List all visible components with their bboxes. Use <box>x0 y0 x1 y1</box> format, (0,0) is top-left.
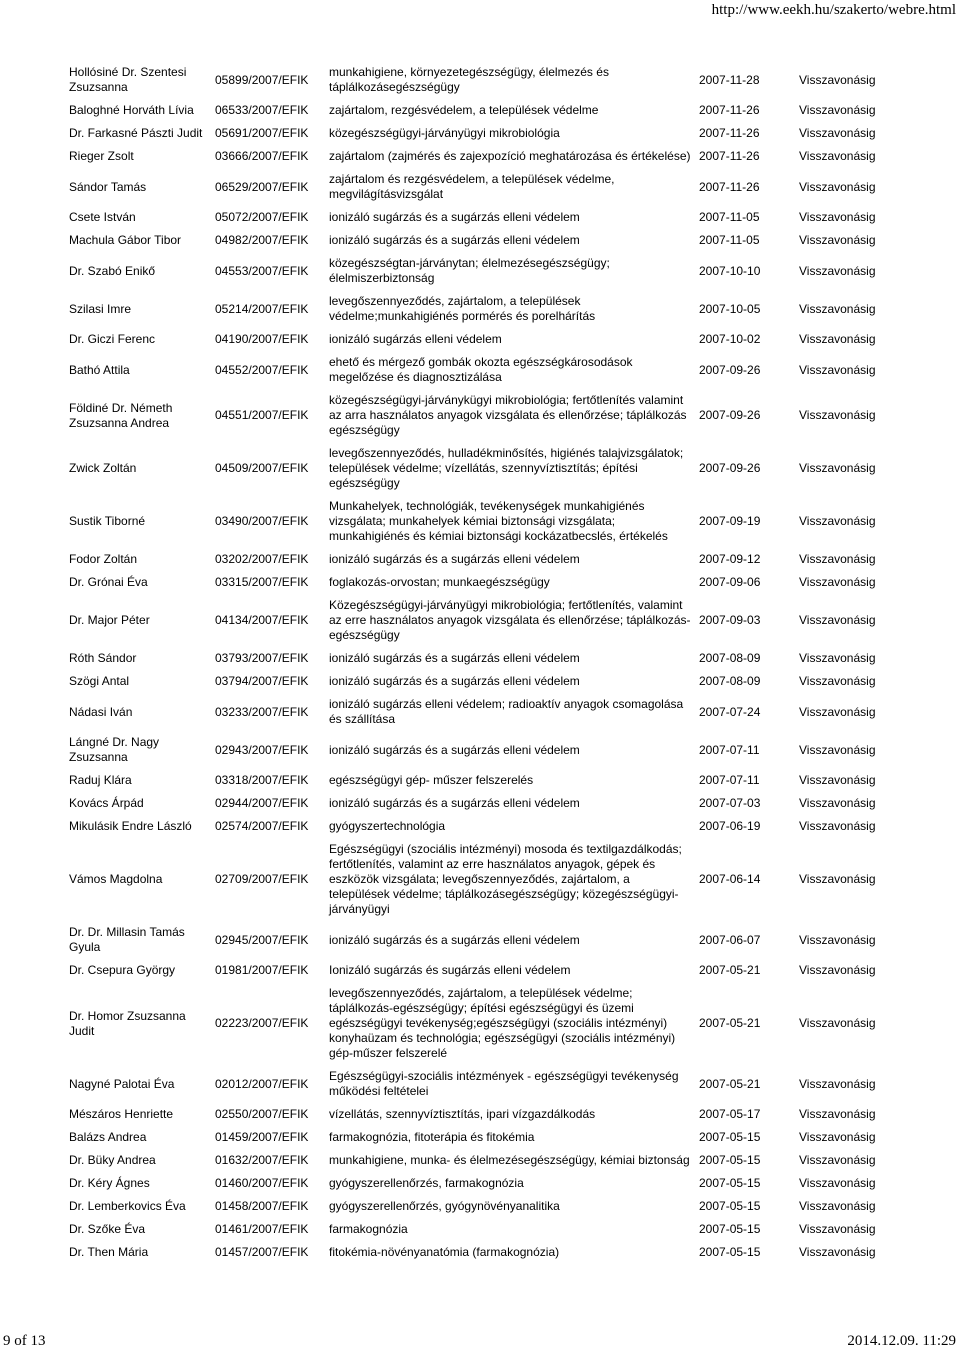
registration-number-cell: 04134/2007/EFIK <box>215 613 309 627</box>
registration-number-cell: 05691/2007/EFIK <box>215 126 309 140</box>
issue-date-cell: 2007-10-02 <box>699 332 761 346</box>
registration-number-cell: 04552/2007/EFIK <box>215 362 309 377</box>
specialty-area-cell: munkahigiene, munka- és élelmezésegészségügy, kémiai biztonság <box>329 1153 690 1167</box>
table-row <box>66 328 880 351</box>
expert-name-cell: Fodor Zoltán <box>69 552 138 566</box>
issue-date-cell: 2007-09-26 <box>699 408 761 422</box>
validity-cell: Visszavonásig <box>799 575 876 589</box>
expert-name-cell: Dr. Giczi Ferenc <box>69 332 156 346</box>
expert-name-cell: Dr. Homor Zsuzsanna Judit <box>69 1008 186 1038</box>
specialty-area-cell: levegőszennyeződés, zajártalom, a települések védelme; táplálkozás-egészségügy; építési egészségügyi és üzemi egészségügyi tevékenység;egészségügyi (szociális intézményi) konyhaüzam és technológia; egészségügyi (szociális intézményi) gép-műszer felszerelé <box>329 986 676 1060</box>
expert-name-cell: Dr. Lemberkovics Éva <box>69 1199 186 1213</box>
expert-name-cell: Dr. Major Péter <box>69 613 150 627</box>
specialty-area-cell: farmakognózia <box>329 1222 408 1236</box>
issue-date-cell: 2007-06-07 <box>699 932 761 947</box>
validity-cell: Visszavonásig <box>799 514 876 528</box>
expert-name-cell: Rieger Zsolt <box>69 149 134 163</box>
table-row <box>66 731 880 769</box>
specialty-area-cell: Egészségügyi (szociális intézményi) mosoda és textilgazdálkodás; fertőtlenítés, valamint az erre használatos anyagok, gépek és eszközök vizsgálata; levegőszennyeződés, zajártalom, a települések védelme; táplálkozásegészségügy; közegészségügyi-járványügyi <box>329 842 682 916</box>
specialty-area-cell: ionizáló sugárzás és a sugárzás elleni védelem <box>329 796 580 810</box>
registration-number-cell: 06533/2007/EFIK <box>215 103 309 117</box>
issue-date-cell: 2007-08-09 <box>699 674 761 688</box>
issue-date-cell: 2007-07-03 <box>699 796 761 810</box>
issue-date-cell: 2007-05-21 <box>699 1016 761 1030</box>
issue-date-cell: 2007-11-26 <box>699 179 760 194</box>
issue-date-cell: 2007-05-15 <box>699 1153 761 1167</box>
issue-date-cell: 2007-06-14 <box>699 872 761 886</box>
specialty-area-cell: ionizáló sugárzás és a sugárzás elleni védelem <box>329 742 580 757</box>
validity-cell: Visszavonásig <box>799 1176 876 1190</box>
table-row <box>66 168 880 206</box>
specialty-area-cell: zajártalom és rezgésvédelem, a települések védelme, megvilágításvizsgálat <box>329 172 615 201</box>
registration-number-cell: 04551/2007/EFIK <box>215 408 309 422</box>
issue-date-cell: 2007-07-11 <box>699 742 760 757</box>
validity-cell: Visszavonásig <box>799 651 876 665</box>
table-row <box>66 571 880 594</box>
registration-number-cell: 01632/2007/EFIK <box>215 1153 309 1167</box>
validity-cell: Visszavonásig <box>799 1199 876 1213</box>
issue-date-cell: 2007-07-24 <box>699 704 761 719</box>
validity-cell: Visszavonásig <box>799 461 876 475</box>
validity-cell: Visszavonásig <box>799 674 876 688</box>
table-row <box>66 252 880 290</box>
issue-date-cell: 2007-11-26 <box>699 103 760 117</box>
specialty-area-cell: ionizáló sugárzás és a sugárzás elleni védelem <box>329 210 580 224</box>
expert-name-cell: Zwick Zoltán <box>69 461 137 475</box>
issue-date-cell: 2007-09-26 <box>699 461 761 475</box>
table-row <box>66 792 880 815</box>
expert-name-cell: Kovács Árpád <box>69 796 144 810</box>
issue-date-cell: 2007-11-26 <box>699 149 760 163</box>
validity-cell: Visszavonásig <box>799 126 876 140</box>
registration-number-cell: 04190/2007/EFIK <box>215 332 309 346</box>
table-row <box>66 206 880 229</box>
registration-number-cell: 01461/2007/EFIK <box>215 1222 309 1236</box>
specialty-area-cell: ionizáló sugárzás elleni védelem <box>329 332 502 346</box>
expert-name-cell: Dr. Kéry Ágnes <box>69 1176 150 1190</box>
issue-date-cell: 2007-05-15 <box>699 1130 761 1144</box>
table-row <box>66 229 880 252</box>
registration-number-cell: 03315/2007/EFIK <box>215 575 309 589</box>
specialty-area-cell: vízellátás, szennyvíztisztítás, ipari vízgazdálkodás <box>329 1107 596 1121</box>
issue-date-cell: 2007-06-19 <box>699 819 761 833</box>
validity-cell: Visszavonásig <box>799 773 876 787</box>
specialty-area-cell: gyógyszerellenőrzés, farmakognózia <box>329 1176 524 1190</box>
issue-date-cell: 2007-11-05 <box>699 210 760 224</box>
registration-number-cell: 04553/2007/EFIK <box>215 263 309 278</box>
expert-name-cell: Dr. Szabó Enikő <box>69 263 156 278</box>
registration-number-cell: 03202/2007/EFIK <box>215 552 309 566</box>
expert-name-cell: Róth Sándor <box>69 651 137 665</box>
table-row <box>66 442 880 495</box>
expert-name-cell: Mészáros Henriette <box>69 1107 174 1121</box>
registration-number-cell: 01460/2007/EFIK <box>215 1176 309 1190</box>
registration-number-cell: 02223/2007/EFIK <box>215 1016 309 1030</box>
validity-cell: Visszavonásig <box>799 1076 876 1091</box>
registration-number-cell: 02945/2007/EFIK <box>215 932 309 947</box>
expert-name-cell: Dr. Grónai Éva <box>69 575 148 589</box>
validity-cell: Visszavonásig <box>799 301 876 316</box>
table-row <box>66 959 880 982</box>
issue-date-cell: 2007-05-15 <box>699 1199 761 1213</box>
specialty-area-cell: egészségügyi gép- műszer felszerelés <box>329 773 534 787</box>
validity-cell: Visszavonásig <box>799 613 876 627</box>
registration-number-cell: 02574/2007/EFIK <box>215 819 309 833</box>
table-row <box>66 670 880 693</box>
table-row <box>66 982 880 1065</box>
specialty-area-cell: ionizáló sugárzás és a sugárzás elleni védelem <box>329 674 580 688</box>
specialty-area-cell: Munkahelyek, technológiák, tevékenységek munkahigiénés vizsgálata; munkahelyek kémiai biztonsági vizsgálata; munkahigiénés és kémiai biztonsági kockázatbecslés, értékelés <box>329 499 668 543</box>
page-number: 9 of 13 <box>3 1333 46 1349</box>
registration-number-cell: 02550/2007/EFIK <box>215 1107 309 1121</box>
registration-number-cell: 03793/2007/EFIK <box>215 651 309 665</box>
validity-cell: Visszavonásig <box>799 819 876 833</box>
table-body <box>66 61 880 1264</box>
table-row <box>66 647 880 670</box>
specialty-area-cell: ehető és mérgező gombák okozta egészségkárosodások megelőzése és diagnosztizálása <box>329 355 633 384</box>
expert-name-cell: Nagyné Palotai Éva <box>69 1076 175 1091</box>
expert-name-cell: Lángné Dr. Nagy Zsuzsanna <box>69 735 160 764</box>
registration-number-cell: 01458/2007/EFIK <box>215 1199 309 1213</box>
registration-number-cell: 01981/2007/EFIK <box>215 963 309 977</box>
registration-number-cell: 02943/2007/EFIK <box>215 742 309 757</box>
expert-name-cell: Csete István <box>69 210 136 224</box>
registration-number-cell: 01459/2007/EFIK <box>215 1130 309 1144</box>
table-row <box>66 1195 880 1218</box>
specialty-area-cell: közegészségügyi-járványkügyi mikrobiológia; fertőtlenítés valamint az arra használatos anyagok vizsgálata és ellenőrzése; táplálkozás egészségügy <box>329 393 687 437</box>
table-row <box>66 389 880 442</box>
validity-cell: Visszavonásig <box>799 408 876 422</box>
table-row <box>66 351 880 389</box>
specialty-area-cell: farmakognózia, fitoterápia és fitokémia <box>329 1130 535 1144</box>
registration-number-cell: 03666/2007/EFIK <box>215 149 309 163</box>
validity-cell: Visszavonásig <box>799 72 876 87</box>
issue-date-cell: 2007-05-21 <box>699 1076 761 1091</box>
registration-number-cell: 04982/2007/EFIK <box>215 233 309 247</box>
registration-number-cell: 02944/2007/EFIK <box>215 796 309 810</box>
issue-date-cell: 2007-05-15 <box>699 1245 761 1259</box>
issue-date-cell: 2007-09-03 <box>699 613 761 627</box>
expert-name-cell: Balázs Andrea <box>69 1130 147 1144</box>
specialty-area-cell: Ionizáló sugárzás és sugárzás elleni védelem <box>329 963 571 977</box>
expert-register-table <box>66 61 880 1264</box>
specialty-area-cell: munkahigiene, környezetegészségügy, élelmezés és táplálkozásegészségügy <box>329 65 609 94</box>
table-row <box>66 594 880 647</box>
expert-name-cell: Vámos Magdolna <box>69 872 163 886</box>
validity-cell: Visszavonásig <box>799 233 876 247</box>
expert-name-cell: Dr. Büky Andrea <box>69 1153 156 1167</box>
table-row <box>66 1126 880 1149</box>
validity-cell: Visszavonásig <box>799 1130 876 1144</box>
validity-cell: Visszavonásig <box>799 1222 876 1236</box>
validity-cell: Visszavonásig <box>799 149 876 163</box>
expert-name-cell: Szilasi Imre <box>69 301 132 316</box>
issue-date-cell: 2007-05-15 <box>699 1176 761 1190</box>
expert-name-cell: Dr. Then Mária <box>69 1245 149 1259</box>
issue-date-cell: 2007-05-17 <box>699 1107 761 1121</box>
specialty-area-cell: ionizáló sugárzás és a sugárzás elleni védelem <box>329 932 580 947</box>
registration-number-cell: 01457/2007/EFIK <box>215 1245 309 1259</box>
validity-cell: Visszavonásig <box>799 1016 876 1030</box>
issue-date-cell: 2007-09-06 <box>699 575 761 589</box>
expert-name-cell: Mikulásik Endre László <box>69 819 192 833</box>
registration-number-cell: 03490/2007/EFIK <box>215 514 309 528</box>
expert-name-cell: Dr. Csepura György <box>69 963 176 977</box>
table-row <box>66 1065 880 1103</box>
registration-number-cell: 02709/2007/EFIK <box>215 872 309 886</box>
specialty-area-cell: fitokémia-növényanatómia (farmakognózia) <box>329 1245 560 1259</box>
table-row <box>66 1172 880 1195</box>
specialty-area-cell: Közegészségügyi-járványügyi mikrobiológia; fertőtlenítés, valamint az erre használatos anyagok vizsgálata és ellenőrzése; táplálkozás-egészségügy <box>329 598 691 642</box>
specialty-area-cell: közegészségügyi-járványügyi mikrobiológia <box>329 126 560 140</box>
specialty-area-cell: közegészségtan-járványtan; élelmezésegészségügy; élelmiszerbiztonság <box>329 256 610 285</box>
validity-cell: Visszavonásig <box>799 963 876 977</box>
issue-date-cell: 2007-09-12 <box>699 552 761 566</box>
specialty-area-cell: zajártalom, rezgésvédelem, a települések védelme <box>329 103 599 117</box>
specialty-area-cell: ionizáló sugárzás és a sugárzás elleni védelem <box>329 651 580 665</box>
specialty-area-cell: levegőszennyeződés, zajártalom, a települések védelme;munkahigiénés pormérés és porelhárítás <box>329 294 596 323</box>
table-row <box>66 548 880 571</box>
issue-date-cell: 2007-11-05 <box>699 233 760 247</box>
expert-name-cell: Nádasi Iván <box>69 704 133 719</box>
table-row <box>66 838 880 921</box>
issue-date-cell: 2007-10-05 <box>699 301 761 316</box>
expert-name-cell: Raduj Klára <box>69 773 132 787</box>
validity-cell: Visszavonásig <box>799 210 876 224</box>
expert-name-cell: Dr. Szőke Éva <box>69 1222 146 1236</box>
print-timestamp: 2014.12.09. 11:29 <box>847 1333 956 1349</box>
issue-date-cell: 2007-11-26 <box>699 126 760 140</box>
table-row <box>66 769 880 792</box>
validity-cell: Visszavonásig <box>799 1107 876 1121</box>
validity-cell: Visszavonásig <box>799 932 876 947</box>
table-row <box>66 99 880 122</box>
table-row <box>66 1218 880 1241</box>
issue-date-cell: 2007-09-26 <box>699 362 761 377</box>
registration-number-cell: 03233/2007/EFIK <box>215 704 309 719</box>
table-row <box>66 693 880 731</box>
expert-name-cell: Sustik Tiborné <box>69 514 146 528</box>
expert-name-cell: Dr. Farkasné Pászti Judit <box>69 126 203 140</box>
specialty-area-cell: Egészségügyi-szociális intézmények - egészségügyi tevékenység működési feltételei <box>329 1069 679 1098</box>
validity-cell: Visszavonásig <box>799 1245 876 1259</box>
issue-date-cell: 2007-05-15 <box>699 1222 761 1236</box>
specialty-area-cell: levegőszennyeződés, hulladékminősítés, higiénés talajvizsgálatok; települések védelme; vízellátás, szennyvíztisztítás; építési egészségügy <box>329 446 684 490</box>
table-row <box>66 1103 880 1126</box>
validity-cell: Visszavonásig <box>799 263 876 278</box>
validity-cell: Visszavonásig <box>799 332 876 346</box>
registration-number-cell: 05899/2007/EFIK <box>215 72 309 87</box>
table-row <box>66 122 880 145</box>
validity-cell: Visszavonásig <box>799 103 876 117</box>
issue-date-cell: 2007-10-10 <box>699 263 761 278</box>
validity-cell: Visszavonásig <box>799 552 876 566</box>
registration-number-cell: 05214/2007/EFIK <box>215 301 309 316</box>
validity-cell: Visszavonásig <box>799 796 876 810</box>
table-row <box>66 495 880 548</box>
registration-number-cell: 03318/2007/EFIK <box>215 773 309 787</box>
page-url: http://www.eekh.hu/szakerto/webre.html <box>711 2 956 18</box>
expert-name-cell: Szögi Antal <box>69 674 130 688</box>
specialty-area-cell: ionizáló sugárzás és a sugárzás elleni védelem <box>329 552 580 566</box>
expert-name-cell: Dr. Dr. Millasin Tamás Gyula <box>69 925 185 954</box>
registration-number-cell: 03794/2007/EFIK <box>215 674 309 688</box>
table-row <box>66 1241 880 1264</box>
specialty-area-cell: gyógyszertechnológia <box>329 819 446 833</box>
registration-number-cell: 05072/2007/EFIK <box>215 210 309 224</box>
issue-date-cell: 2007-11-28 <box>699 72 760 87</box>
issue-date-cell: 2007-05-21 <box>699 963 761 977</box>
validity-cell: Visszavonásig <box>799 179 876 194</box>
table-row <box>66 290 880 328</box>
issue-date-cell: 2007-09-19 <box>699 514 761 528</box>
validity-cell: Visszavonásig <box>799 362 876 377</box>
table-row <box>66 815 880 838</box>
validity-cell: Visszavonásig <box>799 742 876 757</box>
specialty-area-cell: ionizáló sugárzás elleni védelem; radioaktív anyagok csomagolása és szállítása <box>329 697 684 726</box>
validity-cell: Visszavonásig <box>799 704 876 719</box>
expert-name-cell: Baloghné Horváth Lívia <box>69 103 194 117</box>
validity-cell: Visszavonásig <box>799 872 876 886</box>
registration-number-cell: 04509/2007/EFIK <box>215 461 309 475</box>
specialty-area-cell: gyógyszerellenőrzés, gyógynövényanalitika <box>329 1199 560 1213</box>
expert-name-cell: Sándor Tamás <box>69 179 147 194</box>
expert-name-cell: Hollósiné Dr. Szentesi Zsuzsanna <box>69 65 187 94</box>
expert-name-cell: Földiné Dr. Németh Zsuzsanna Andrea <box>69 400 173 430</box>
registration-number-cell: 02012/2007/EFIK <box>215 1076 309 1091</box>
issue-date-cell: 2007-08-09 <box>699 651 761 665</box>
specialty-area-cell: zajártalom (zajmérés és zajexpozíció meghatározása és értékelése) <box>329 149 691 163</box>
expert-name-cell: Bathó Attila <box>69 362 130 377</box>
registration-number-cell: 06529/2007/EFIK <box>215 179 309 194</box>
expert-name-cell: Machula Gábor Tibor <box>69 233 182 247</box>
specialty-area-cell: foglakozás-orvostan; munkaegészségügy <box>329 575 550 589</box>
validity-cell: Visszavonásig <box>799 1153 876 1167</box>
table-row <box>66 145 880 168</box>
table-row <box>66 1149 880 1172</box>
table-row <box>66 61 880 99</box>
table-row <box>66 921 880 959</box>
issue-date-cell: 2007-07-11 <box>699 773 760 787</box>
specialty-area-cell: ionizáló sugárzás és a sugárzás elleni védelem <box>329 233 580 247</box>
